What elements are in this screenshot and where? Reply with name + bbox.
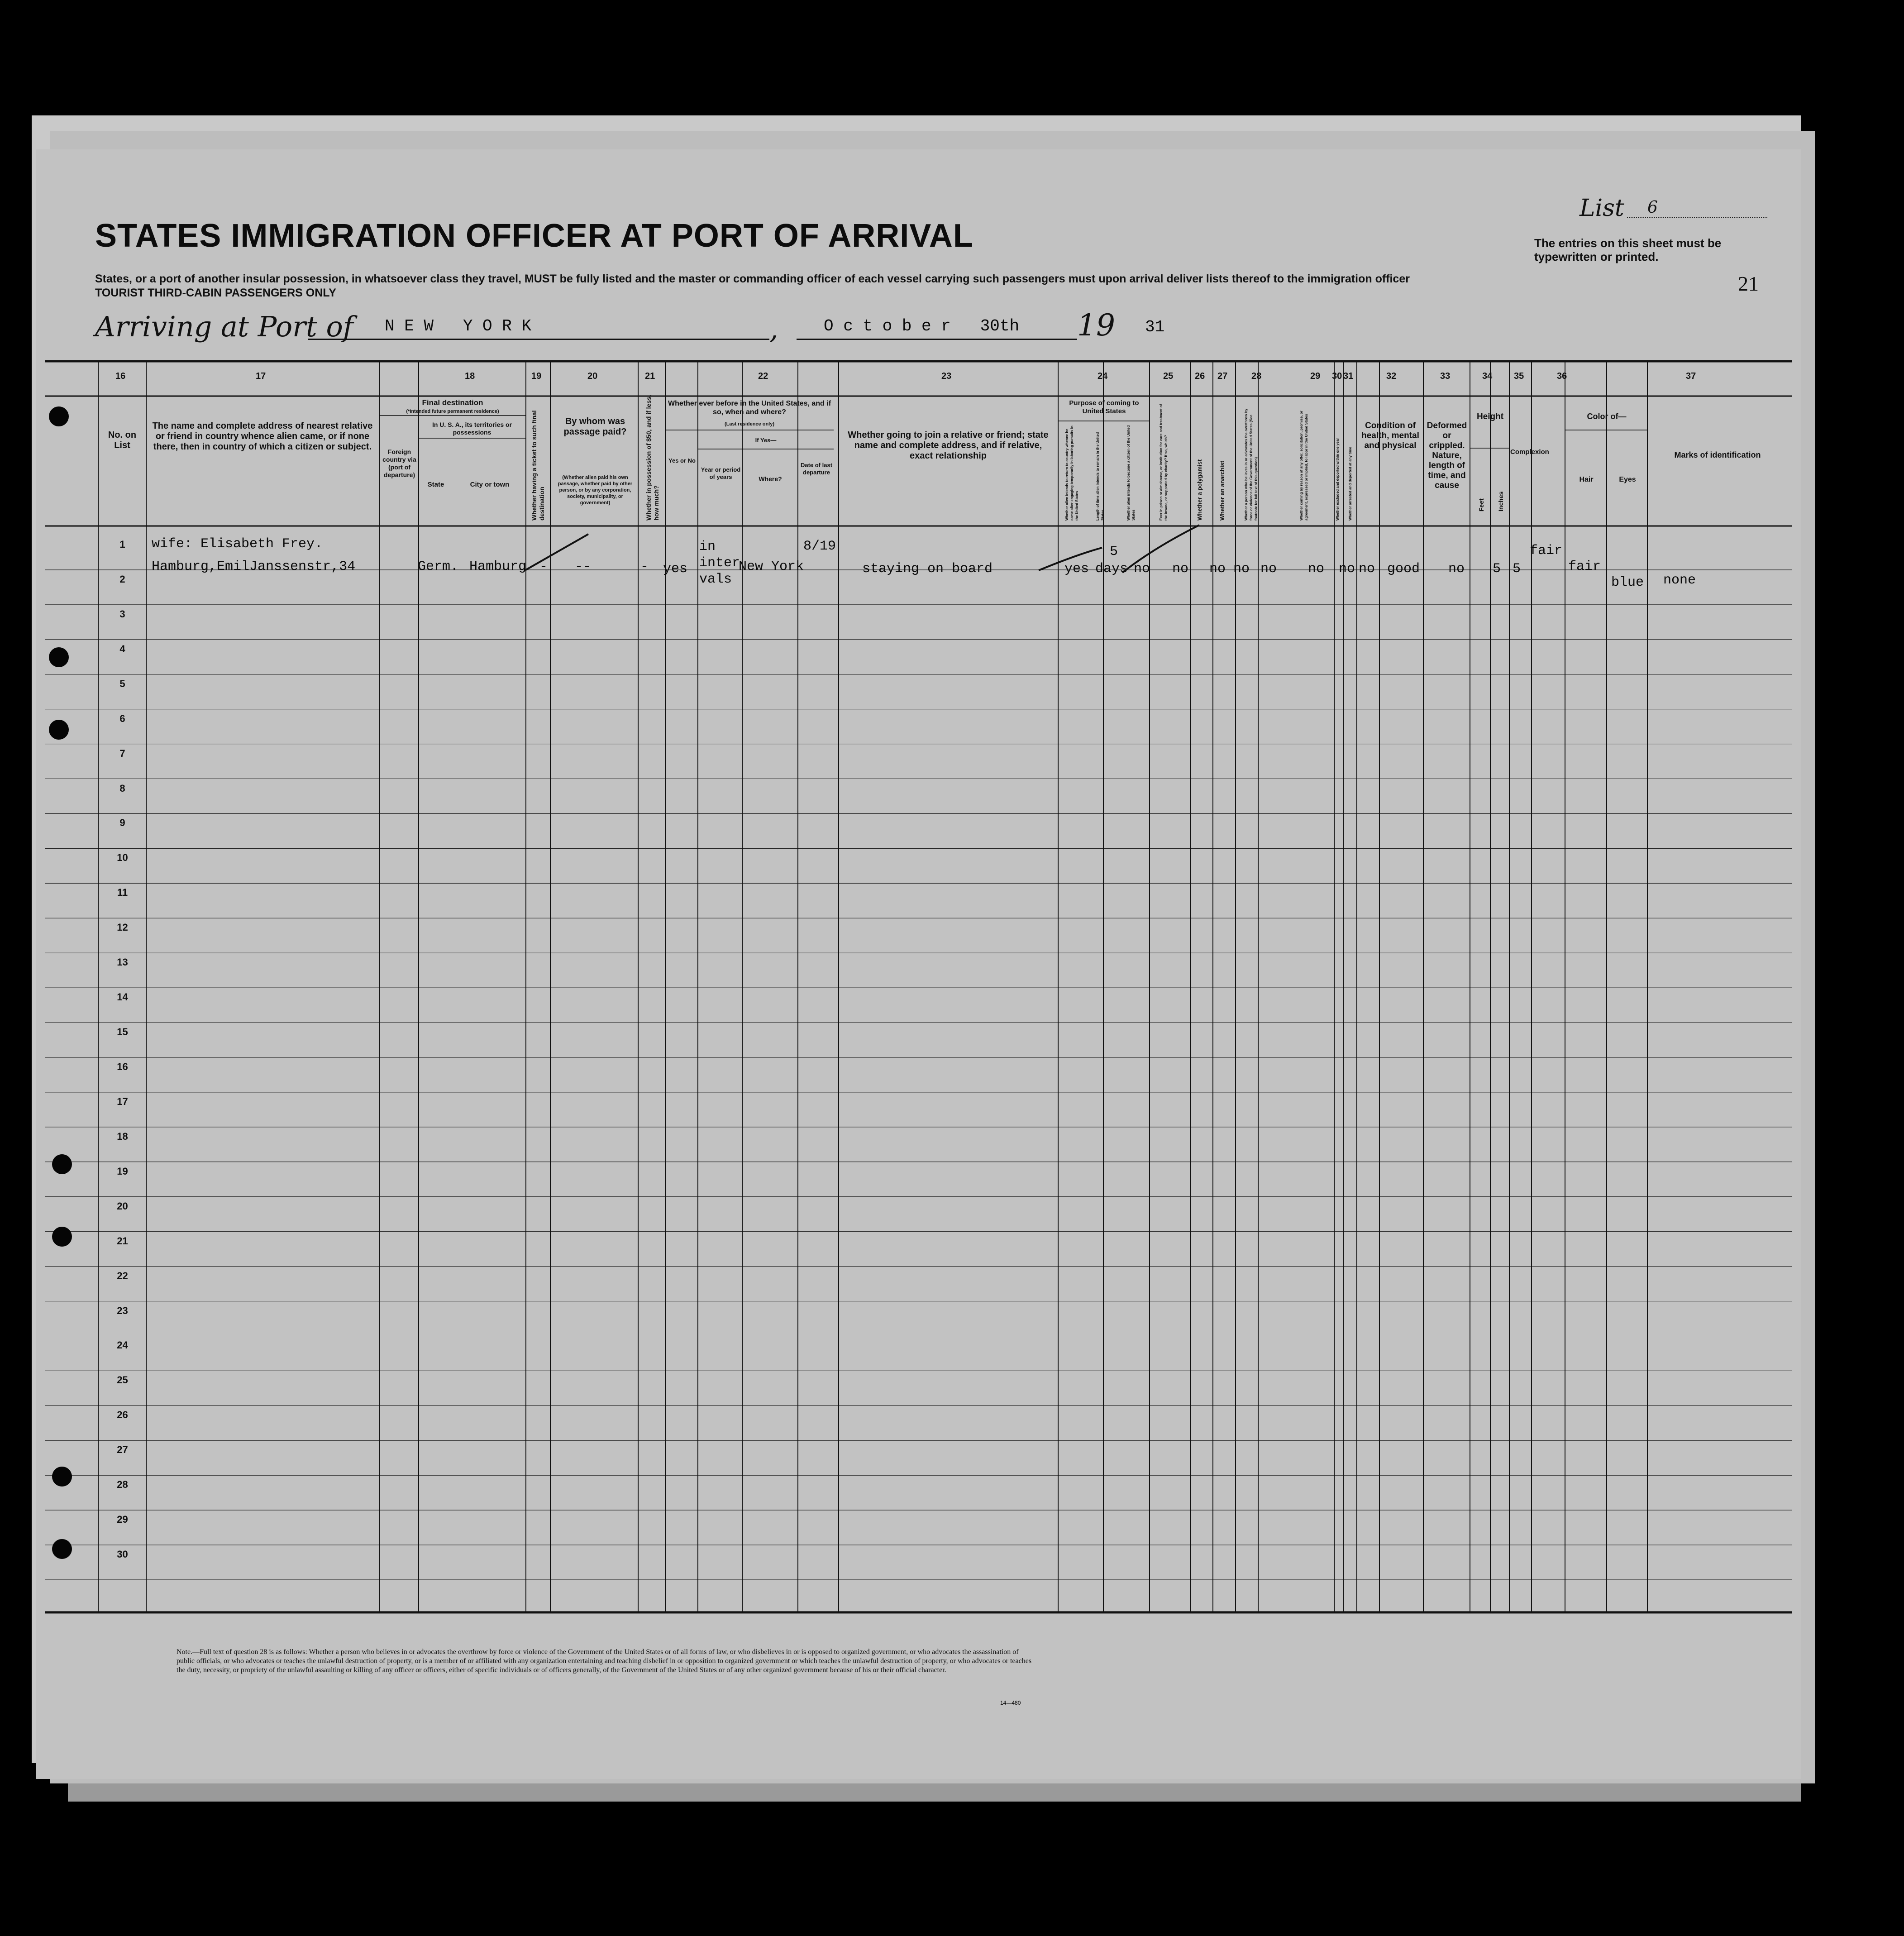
port-value: N E W Y O R K xyxy=(385,317,532,335)
destination-city: Hamburg xyxy=(469,559,527,574)
row-number: 12 xyxy=(117,922,128,933)
binder-hole xyxy=(52,1154,72,1174)
header-ticket: Whether having a ticket to such final destination xyxy=(530,410,545,521)
header-labor-offer: Whether coming by reason of any offer, solicitation, promise, or agreement, expressed or implied, to labor in the United States xyxy=(1299,411,1308,521)
class-line: TOURIST THIRD-CABIN PASSENGERS ONLY xyxy=(95,287,336,299)
header-passage-paid: By whom was passage paid? xyxy=(563,416,627,437)
column-number: 23 xyxy=(941,371,952,381)
before-in-us: yes xyxy=(663,561,688,577)
row-number: 27 xyxy=(117,1444,128,1456)
money-value: - xyxy=(640,559,649,574)
header-nearest-relative: The name and complete address of nearest relative or friend in country whence alien came, or if none there, then in country of which a citizen or subject. xyxy=(152,421,373,452)
header-money: Whether in possession of $50, and if less, how much? xyxy=(645,395,660,521)
row-number: 15 xyxy=(117,1026,128,1038)
column-number: 24 xyxy=(1098,371,1108,381)
deformed-value: no xyxy=(1448,561,1465,577)
complexion-value: fair xyxy=(1530,543,1563,559)
visit-where: New York xyxy=(739,559,804,574)
row-number: 9 xyxy=(119,817,125,829)
visit-period: in inter vals xyxy=(699,539,740,587)
last-departure: 8/19 xyxy=(803,539,836,554)
date-value: O c t o b e r 30th xyxy=(824,317,1020,335)
header-excluded: Whether excluded and deported within one year xyxy=(1336,438,1340,521)
hair-value: fair xyxy=(1568,559,1601,574)
binder-hole xyxy=(52,1539,72,1559)
header-final-destination: Final destination xyxy=(422,398,483,407)
column-number: 31 xyxy=(1343,371,1354,381)
header-purpose: Purpose of coming to United States xyxy=(1069,399,1139,415)
header-subtitle: States, or a port of another insular possession, in whatsoever class they travel, MUST be fully listed and the master or commanding officer of each vessel carrying such passengers must upon arrival deliver lists thereof to the immigration officer xyxy=(95,272,1410,285)
row-number: 26 xyxy=(117,1409,128,1421)
header-yes-no: Yes or No xyxy=(668,457,696,464)
header-where: Where? xyxy=(759,475,782,483)
header-citizen-intent: Whether alien intends to become a citizen of the United States xyxy=(1126,425,1136,521)
marks-value: none xyxy=(1663,573,1696,588)
row-number: 2 xyxy=(119,573,125,585)
height-feet: 5 xyxy=(1493,561,1501,577)
header-city: City or town xyxy=(470,481,510,488)
join-relative: staying on board xyxy=(862,561,993,577)
binder-hole xyxy=(49,720,69,740)
column-number: 17 xyxy=(256,371,266,381)
column-number: 37 xyxy=(1686,371,1696,381)
column-number: 25 xyxy=(1163,371,1174,381)
column-number: 32 xyxy=(1386,371,1397,381)
binder-hole xyxy=(49,406,69,426)
ticket-value: - xyxy=(539,559,548,574)
row-number: 21 xyxy=(117,1235,128,1247)
health-value: good xyxy=(1387,561,1420,577)
row-number: 19 xyxy=(117,1165,128,1177)
row-number: 5 xyxy=(119,678,125,689)
row-number: 1 xyxy=(119,539,125,550)
row-number: 6 xyxy=(119,712,125,724)
header-before-in-us-note: (Last residence only) xyxy=(724,421,775,427)
list-number: 6 xyxy=(1647,198,1658,217)
header-height: Height xyxy=(1476,412,1504,421)
row-number: 10 xyxy=(117,852,128,864)
binder-hole xyxy=(49,647,69,667)
column-number: 29 xyxy=(1310,371,1321,381)
column-number: 33 xyxy=(1440,371,1451,381)
header-passage-paid-note: (Whether alien paid his own passage, whether paid by other person, or by any corporation, society, municipality, or government) xyxy=(558,475,633,506)
column-number: 27 xyxy=(1217,371,1228,381)
year-prefix: 19 xyxy=(1077,308,1115,343)
header-color-of: Color of— xyxy=(1587,412,1627,421)
arriving-label: Arriving at Port of xyxy=(95,310,353,343)
header-if-yes: If Yes— xyxy=(755,437,777,444)
page-title: STATES IMMIGRATION OFFICER AT PORT OF ARRIVAL xyxy=(95,218,973,254)
header-state: State xyxy=(427,481,444,488)
row-number: 3 xyxy=(119,608,125,620)
sheet-instruction: The entries on this sheet must be typewritten or printed. xyxy=(1534,236,1722,263)
column-number: 36 xyxy=(1557,371,1567,381)
header-no-on-list: No. on List xyxy=(108,430,137,450)
row-number: 23 xyxy=(117,1305,128,1316)
header-overthrow: Whether a person who believes in or advocates the overthrow by force or violence of the Government of the United States (See footnote for full text of this question) xyxy=(1244,408,1258,521)
manifest-page xyxy=(36,149,1801,1779)
form-number: 14—480 xyxy=(1000,1700,1021,1706)
header-complexion: Complexion xyxy=(1510,448,1549,456)
row-number: 13 xyxy=(117,956,128,968)
column-number: 21 xyxy=(645,371,655,381)
column-number: 28 xyxy=(1251,371,1262,381)
relative-address: Hamburg,EmilJanssenstr,34 xyxy=(152,559,356,574)
column-number: 34 xyxy=(1482,371,1493,381)
row-number: 14 xyxy=(117,991,128,1003)
header-before-in-us: Whether ever before in the United States, and if so, when and where? xyxy=(668,400,831,416)
header-hair: Hair xyxy=(1579,476,1594,483)
citizen-intent: no xyxy=(1134,561,1150,577)
column-number: 16 xyxy=(115,371,126,381)
row-number: 7 xyxy=(119,747,125,759)
manifest-grid xyxy=(36,149,1801,1779)
overthrow-value: no xyxy=(1260,561,1277,577)
header-arrested: Whether arrested and deported at any time xyxy=(1348,447,1352,521)
purpose-return: yes xyxy=(1064,561,1089,577)
header-in-usa: In U. S. A., its territories or possessions xyxy=(432,421,512,436)
row-number: 24 xyxy=(117,1339,128,1351)
relative-name: wife: Elisabeth Frey. xyxy=(152,536,323,552)
header-anarchist: Whether an anarchist xyxy=(1219,460,1226,521)
column-number: 22 xyxy=(758,371,768,381)
header-inches: Inches xyxy=(1497,491,1504,511)
height-inches: 5 xyxy=(1513,561,1521,577)
header-feet: Feet xyxy=(1478,498,1485,511)
row-number: 30 xyxy=(117,1549,128,1560)
column-number: 30 xyxy=(1332,371,1342,381)
row-number: 18 xyxy=(117,1130,128,1142)
binder-hole xyxy=(52,1227,72,1247)
header-marks: Marks of identification xyxy=(1674,450,1761,459)
header-length-of-stay: Length of time alien intends to remain in the United States xyxy=(1096,432,1105,521)
column-number: 35 xyxy=(1514,371,1524,381)
header-foreign-country: Foreign country via (port of departure) xyxy=(382,448,416,478)
header-join-relative: Whether going to join a relative or friend; state name and complete address, and if relative, exact relationship xyxy=(848,430,1049,461)
row-number: 17 xyxy=(117,1095,128,1107)
anarchist-value: no xyxy=(1233,561,1250,577)
row-number: 22 xyxy=(117,1270,128,1281)
row-number: 11 xyxy=(117,887,128,899)
footnote: Note.—Full text of question 28 is as follows: Whether a person who believes in or advocates the overthrow by force or violence of the Government of the United States or of all forms of law, or who disbelieves in or is opposed to organized government, or who advocates the assassination of public officials, or who advocates or teaches the unlawful destruction of property, or is a member of or affiliated with any organization entertaining and teaching disbelief in or opposition to organized government or which teaches the unlawful destruction of property, or who advocates or teaches the duty, necessity, or propriety of the unlawful assaulting or killing of any officer or officers, either of specific individuals or of officers generally, of the Government of the United States or of any other organized government because of his or their official character. xyxy=(177,1648,1032,1674)
polygamist-value: no xyxy=(1209,561,1226,577)
page-number: 21 xyxy=(1738,272,1759,295)
length-number: 5 xyxy=(1110,544,1118,559)
excluded-value: no xyxy=(1339,561,1355,577)
row-number: 29 xyxy=(117,1514,128,1525)
header-polygamist: Whether a polygamist xyxy=(1196,459,1203,521)
row-number: 28 xyxy=(117,1479,128,1491)
destination-state: Germ. xyxy=(418,559,459,574)
arrested-value: no xyxy=(1359,561,1375,577)
prison-value: no xyxy=(1172,561,1189,577)
labor-offer-value: no xyxy=(1308,561,1325,577)
header-period: Year or period of years xyxy=(701,466,741,480)
header-eyes: Eyes xyxy=(1619,476,1636,483)
comma: , xyxy=(769,312,778,345)
length-unit: days xyxy=(1095,561,1128,577)
paid-by-value: -- xyxy=(575,559,592,574)
year-suffix: 31 xyxy=(1145,318,1165,336)
eyes-value: blue xyxy=(1611,575,1644,590)
header-purpose-return: Whether alien intends to return to country whence he came after engaging temporarily in laboring pursuits in the United States xyxy=(1065,425,1079,521)
header-deformed: Deformed or crippled. Nature, length of time, and cause xyxy=(1427,421,1467,490)
header-final-destination-note: (*Intended future permanent residence) xyxy=(406,409,499,414)
column-number: 18 xyxy=(465,371,475,381)
column-number: 19 xyxy=(531,371,542,381)
row-number: 20 xyxy=(117,1200,128,1212)
list-label: List xyxy=(1580,195,1624,222)
row-number: 25 xyxy=(117,1374,128,1386)
column-number: 20 xyxy=(587,371,598,381)
row-number: 16 xyxy=(117,1061,128,1072)
column-number: 26 xyxy=(1195,371,1205,381)
row-number: 8 xyxy=(119,782,125,794)
header-prison: Ever in prison or almshouse, or institution for care and treatment of the insane, or supported by charity? If so, which? xyxy=(1159,404,1168,521)
header-last-departure: Date of last departure xyxy=(800,462,833,476)
header-health: Condition of health, mental and physical xyxy=(1361,421,1419,450)
row-number: 4 xyxy=(119,643,125,655)
binder-hole xyxy=(52,1467,72,1487)
